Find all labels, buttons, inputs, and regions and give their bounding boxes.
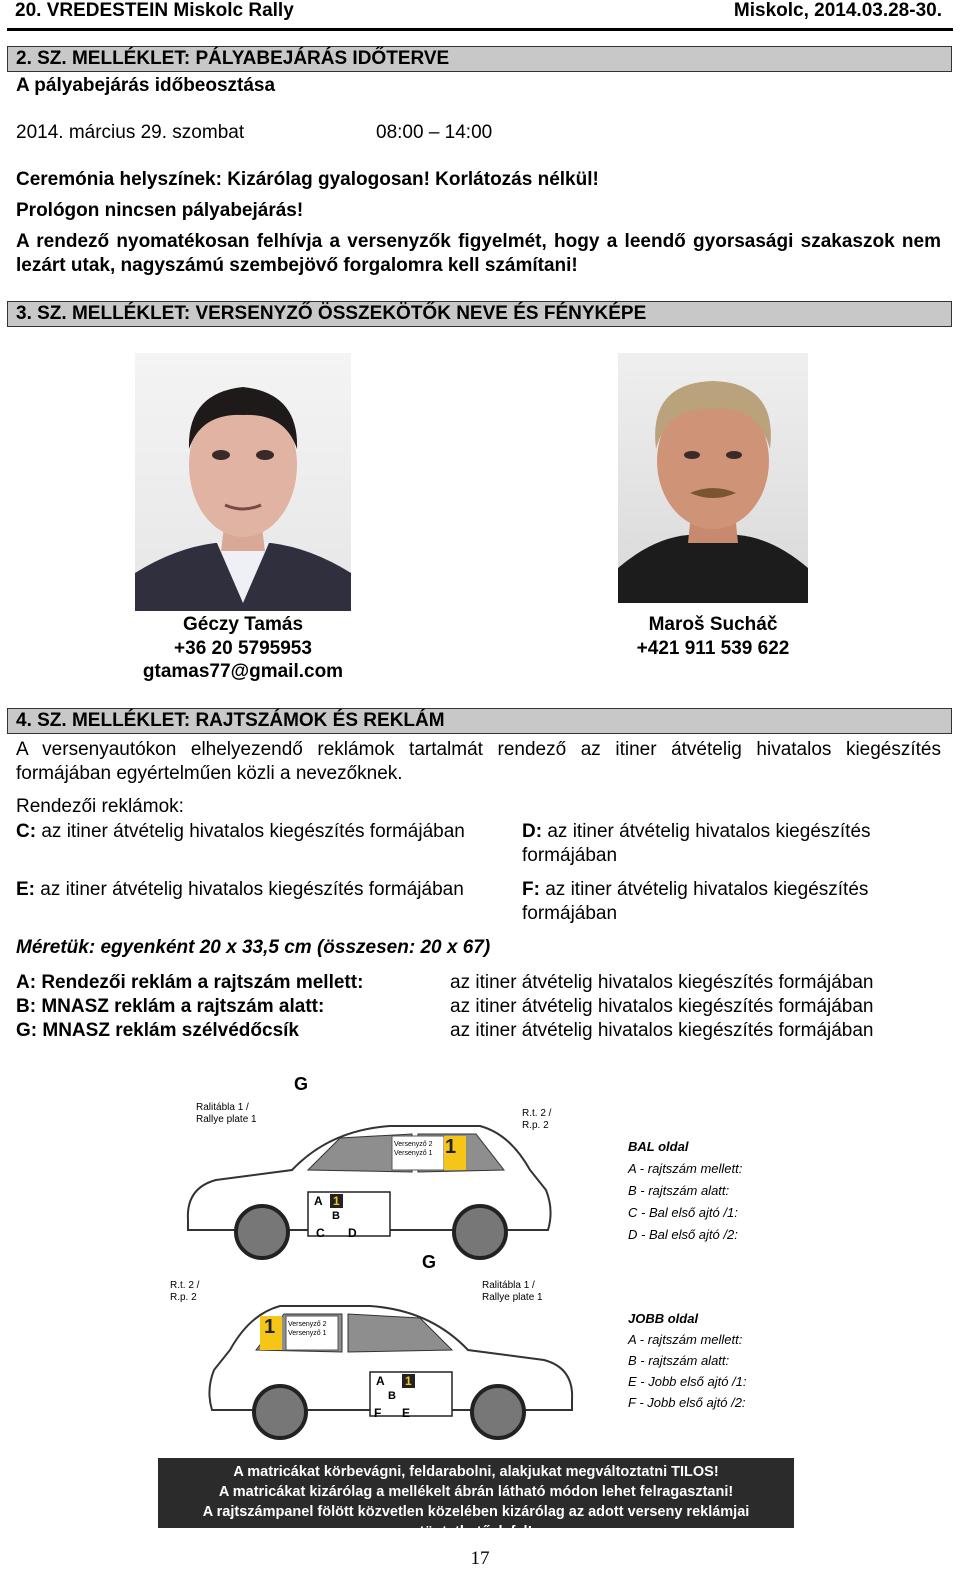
panel-c: C [316, 1226, 325, 1240]
panel-d: D [348, 1226, 357, 1240]
section-2-subtitle: A pályabejárás időbeosztása [16, 75, 276, 96]
organizer-ads-label: Rendezői reklámok: [16, 796, 184, 817]
panel-b-top: B [332, 1210, 340, 1222]
contact-2-phone: +421 911 539 622 [636, 638, 790, 659]
rp2-label-bottom: R.t. 2 / R.p. 2 [170, 1280, 200, 1303]
door-name-2-bottom: Versenyző 1 [288, 1330, 327, 1337]
door-name-1-top: Versenyző 2 [394, 1141, 433, 1148]
ad-d-key: D: [522, 821, 543, 842]
row-b-value: az itiner átvételig hivatalos kiegészítés formájában [450, 996, 874, 1017]
legend-left-item-c: C - Bal első ajtó /1: [628, 1205, 738, 1220]
section-3-title: 3. SZ. MELLÉKLET: VERSENYZŐ ÖSSZEKÖTŐK NEVE ÉS FÉNYKÉPE [7, 301, 952, 327]
ad-e-text: az itiner átvételig hivatalos kiegészítés formájában [40, 879, 464, 900]
ad-f-text: az itiner átvételig hivatalos kiegészítés formájában [522, 879, 869, 924]
row-a-label: A: Rendezői reklám a rajtszám mellett: [16, 972, 364, 993]
door-name-1-bottom: Versenyző 2 [288, 1321, 327, 1328]
section-2-title: 2. SZ. MELLÉKLET: PÁLYABEJÁRÁS IDŐTERVE [7, 46, 952, 72]
legend-right-item-b: B - rajtszám alatt: [628, 1353, 730, 1368]
contact-2-name: Maroš Sucháč [648, 614, 778, 635]
ad-c [16, 820, 506, 844]
row-g-value: az itiner átvételig hivatalos kiegészítés formájában [450, 1020, 874, 1041]
ad-d-text: az itiner átvételig hivatalos kiegészítés formájában [522, 821, 871, 866]
panel-e: E [402, 1406, 411, 1420]
legend-right-item-e: E - Jobb első ajtó /1: [628, 1374, 747, 1389]
legend-right-item-f: F - Jobb első ajtó /2: [628, 1395, 746, 1410]
door-names-top [394, 1140, 433, 1158]
page-number: 17 [470, 1548, 490, 1569]
header-date: Miskolc, 2014.03.28-30. [733, 0, 942, 21]
section-4-intro: A versenyautókon elhelyezendő reklámok tartalmát rendező az itiner átvételig hivatalos kiegészítés formájában egyértelműen közli a nevezőknek. [16, 739, 941, 784]
windscreen-mark-top: G [294, 1074, 309, 1094]
header-rule [7, 28, 953, 31]
sticker-notice [158, 1458, 794, 1540]
section-4-title: 4. SZ. MELLÉKLET: RAJTSZÁMOK ÉS REKLÁM [7, 708, 952, 734]
contact-1-phone: +36 20 5795953 [174, 638, 312, 659]
notice-line-3: A rajtszámpanel fölött közvetlen közelében kizárólag az adott verseny reklámjai tüntethetőek fel! [202, 1504, 750, 1540]
legend-right-item-a: A - rajtszám mellett: [628, 1332, 743, 1347]
ad-size: Méretük: egyenként 20 x 33,5 cm (összesen: 20 x 67) [16, 937, 491, 958]
rallye-plate-label-bottom: Ralitábla 1 / Rallye plate 1 [482, 1280, 543, 1303]
plate-number-top: 1 [445, 1136, 457, 1158]
car-diagram [160, 1070, 780, 1450]
car-right-side [200, 1280, 580, 1450]
row-b-label: B: MNASZ reklám a rajtszám alatt: [16, 996, 325, 1017]
legend-left-title: BAL oldal [628, 1139, 689, 1154]
legend-left-side [628, 1136, 742, 1246]
rallye-plate-label-top: Ralitábla 1 / Rallye plate 1 [196, 1102, 257, 1125]
legend-left-item-d: D - Bal első ajtó /2: [628, 1227, 738, 1242]
panel-b-bottom: B [388, 1390, 396, 1402]
rp2-label-top: R.t. 2 / R.p. 2 [522, 1108, 552, 1131]
panel-number-top: 1 [330, 1194, 343, 1208]
notice-line-1: A matricákat körbevágni, feldarabolni, alakjukat megváltoztatni TILOS! [233, 1464, 719, 1480]
ad-f-key: F: [522, 879, 540, 900]
ad-e [16, 878, 506, 902]
panel-a-bottom: A [376, 1374, 385, 1388]
schedule-time: 08:00 – 14:00 [376, 122, 493, 143]
row-g-label: G: MNASZ reklám szélvédőcsík [16, 1020, 299, 1041]
plate-number-bottom: 1 [264, 1316, 276, 1338]
panel-a-top: A [314, 1194, 323, 1208]
panel-f: F [374, 1406, 382, 1420]
prolog-note: Prológon nincsen pályabejárás! [16, 200, 304, 221]
windscreen-mark-bottom: G [422, 1252, 437, 1272]
ad-c-text: az itiner átvételig hivatalos kiegészítés formájában [41, 821, 465, 842]
notice-line-2: A matricákat kizárólag a mellékelt ábrán látható módon lehet felragasztani! [218, 1484, 734, 1500]
contact-photo-2 [618, 353, 808, 603]
ad-e-key: E: [16, 879, 35, 900]
ad-c-key: C: [16, 821, 37, 842]
contact-1-name: Géczy Tamás [182, 614, 304, 635]
schedule-date: 2014. március 29. szombat [16, 122, 245, 143]
row-a-value: az itiner átvételig hivatalos kiegészítés formájában [450, 972, 874, 993]
door-names-bottom [288, 1320, 327, 1338]
legend-right-side [628, 1308, 747, 1413]
door-name-2-top: Versenyző 1 [394, 1150, 433, 1157]
contact-photo-1 [135, 353, 351, 611]
legend-left-item-b: B - rajtszám alatt: [628, 1183, 730, 1198]
legend-left-item-a: A - rajtszám mellett: [628, 1161, 743, 1176]
legend-right-title: JOBB oldal [628, 1311, 699, 1326]
contact-1-email[interactable]: gtamas77@gmail.com [142, 661, 344, 682]
warning-note: A rendező nyomatékosan felhívja a versenyzők figyelmét, hogy a leendő gyorsasági szakaszok nem lezárt utak, nagyszámú szembejövő forgalomra kell számítani! [16, 231, 941, 276]
panel-number-bottom: 1 [402, 1374, 415, 1388]
ceremony-note: Ceremónia helyszínek: Kizárólag gyalogosan! Korlátozás nélkül! [16, 169, 599, 190]
ad-d [522, 820, 942, 868]
header-title: 20. VREDESTEIN Miskolc Rally [15, 0, 294, 21]
ad-f [522, 878, 942, 926]
